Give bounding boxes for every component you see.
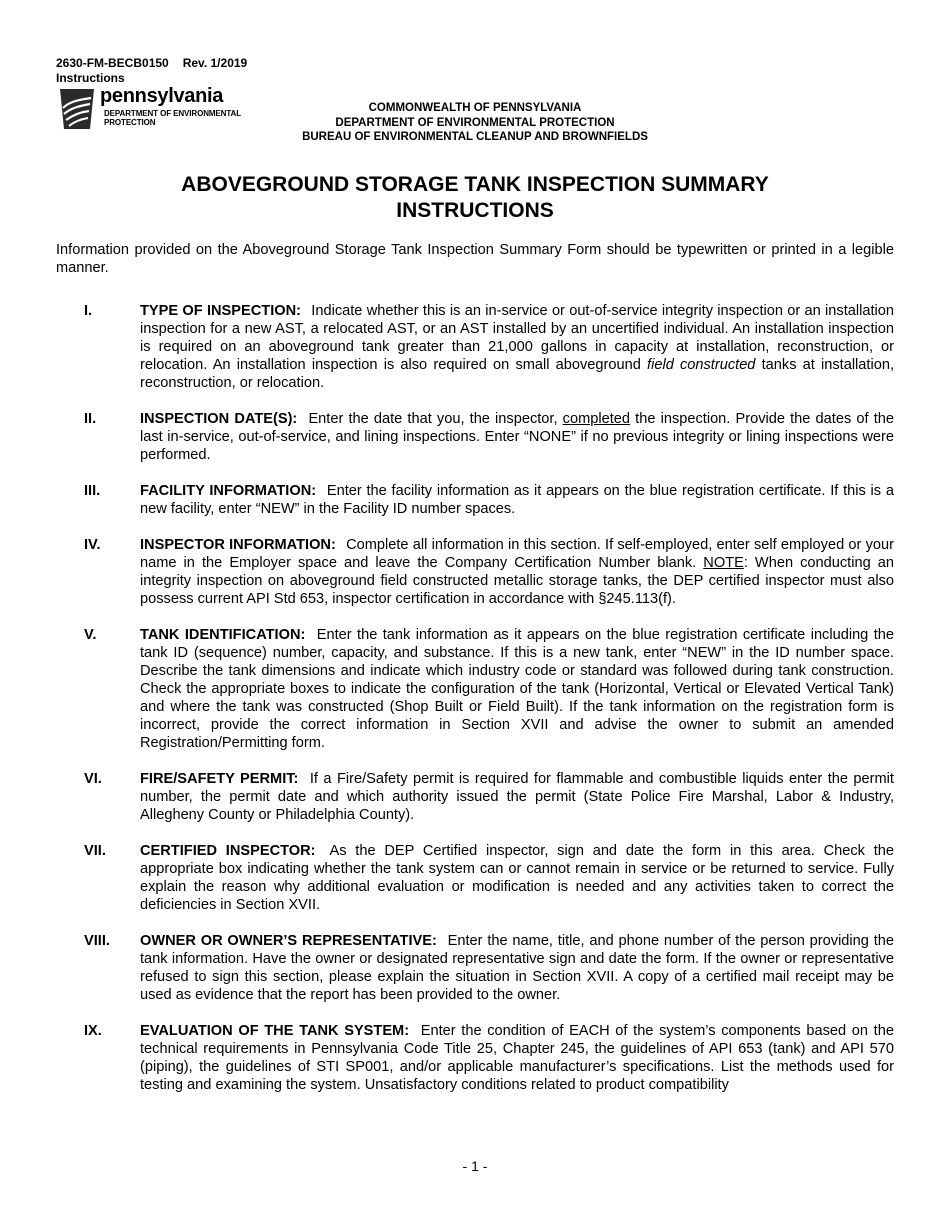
section-number: I. xyxy=(84,303,93,319)
section-text: Enter the condition of EACH of the system’s components based on the technical requirements in Pennsylvania Code Title 25, Chapter 245, the guidelines of API 653 (tank) and API 570 (piping), the guidelines of STI SP001, and/or applicable manufacturer’s specifications. List the methods used for testing and examining the system. Unsatisfactory conditions related to product compatibility xyxy=(140,1023,894,1093)
section-heading: INSPECTOR INFORMATION: xyxy=(140,537,336,553)
logo-subtitle-line2: PROTECTION xyxy=(104,118,156,127)
section-text: Enter the facility information as it appears on the blue registration certificate. If this is a new facility, enter “NEW” in the Facility ID number spaces. xyxy=(140,483,894,517)
section-body xyxy=(140,842,894,914)
section-heading: TANK IDENTIFICATION: xyxy=(140,627,306,643)
form-number: 2630-FM-BECB0150 xyxy=(56,56,169,70)
section-number: III. xyxy=(84,483,101,499)
section-underlined-word: completed xyxy=(562,411,631,427)
section-number: VII. xyxy=(84,843,106,859)
section-body xyxy=(140,302,894,392)
section-certified-inspector xyxy=(0,842,950,914)
section-heading: OWNER OR OWNER’S REPRESENTATIVE: xyxy=(140,933,437,949)
section-tank-identification xyxy=(0,626,950,752)
section-text: Indicate whether this is an in-service or out-of-service integrity inspection or an installation inspection for a new AST, a relocated AST, or an AST installed by an uncertified individual. An installation inspection is required on an aboveground tank greater than 21,000 gallons in capacity at installation, reconstruction, or relocation. An installation inspection is also required on small aboveground xyxy=(140,303,894,373)
section-facility-information xyxy=(0,482,950,518)
section-heading: CERTIFIED INSPECTOR: xyxy=(140,843,316,859)
section-heading: TYPE OF INSPECTION: xyxy=(140,303,301,319)
agency-line3: BUREAU OF ENVIRONMENTAL CLEANUP AND BROWNFIELDS xyxy=(302,131,648,143)
section-heading: FACILITY INFORMATION: xyxy=(140,483,317,499)
intro-paragraph: Information provided on the Aboveground Storage Tank Inspection Summary Form should be typewritten or printed in a legible manner. xyxy=(56,242,894,276)
section-text: Enter the date that you, the inspector, xyxy=(308,411,558,427)
logo-subtitle xyxy=(104,109,241,127)
section-number: VIII. xyxy=(84,933,110,949)
form-revision: Rev. 1/2019 xyxy=(182,56,248,70)
section-text: If a Fire/Safety permit is required for flammable and combustible liquids enter the permit number, the permit date and which authority issued the permit (State Police Fire Marshal, Labor & Industry, Allegheny County or Philadelphia County). xyxy=(140,771,894,823)
logo-wordmark: pennsylvania xyxy=(100,85,224,107)
agency-line1: COMMONWEALTH OF PENNSYLVANIA xyxy=(368,102,582,114)
section-heading: INSPECTION DATE(S): xyxy=(140,411,298,427)
section-emphasis: field constructed xyxy=(647,357,756,373)
logo-subtitle-line1: DEPARTMENT OF ENVIRONMENTAL xyxy=(104,109,241,118)
section-text: the inspection. Provide the dates of the last in-service, out-of-service, and lining inspections. Enter “NONE” if no previous integrity or lining inspections were performed. xyxy=(140,411,894,463)
section-inspector-information xyxy=(0,536,950,608)
section-number: II. xyxy=(84,411,97,427)
section-body xyxy=(140,770,894,824)
section-heading: FIRE/SAFETY PERMIT: xyxy=(140,771,299,787)
section-fire-safety-permit xyxy=(0,770,950,824)
section-heading: EVALUATION OF THE TANK SYSTEM: xyxy=(140,1023,410,1039)
section-body xyxy=(140,536,894,608)
section-evaluation-tank-system xyxy=(0,1022,950,1094)
section-body xyxy=(140,932,894,1004)
section-body xyxy=(140,626,894,752)
section-text: Complete all information in this section. If self-employed, enter self employed or your name in the Employer space and leave the Company Certification Number blank. xyxy=(140,537,894,571)
page-number: - 1 - xyxy=(462,1158,488,1174)
section-number: IX. xyxy=(84,1023,102,1039)
document-type: Instructions xyxy=(56,71,125,85)
agency-line2: DEPARTMENT OF ENVIRONMENTAL PROTECTION xyxy=(335,116,615,129)
section-text: As the DEP Certified inspector, sign and date the form in this area. Check the appropriate box indicating whether the tank system can or cannot remain in service or be returned to service. Fully explain the reason why additional evaluation or modification is needed and any activities taken to correct the deficiencies in Section XVII. xyxy=(140,843,895,913)
section-text: Enter the name, title, and phone number of the person providing the tank information. Have the owner or designated representative sign and date the form. If the owner or representative refused to sign this section, please explain the situation in Section XVII. A copy of a certified mail receipt may be used as evidence that the report has been provided to the owner. xyxy=(140,933,894,1003)
pa-dep-logo xyxy=(57,85,257,132)
title-line2: INSTRUCTIONS xyxy=(396,199,554,222)
section-text: tanks at installation, reconstruction, or relocation. xyxy=(140,357,894,391)
section-number: IV. xyxy=(84,537,101,553)
section-text: : When conducting an integrity inspection on aboveground field constructed metallic storage tanks, the DEP certified inspector must also possess current API Std 653, inspector certification in accordance with §245.113(f). xyxy=(140,555,894,607)
title-line1: ABOVEGROUND STORAGE TANK INSPECTION SUMMARY xyxy=(181,173,769,196)
note-label: NOTE xyxy=(703,555,744,571)
section-body xyxy=(140,482,894,518)
section-inspection-dates xyxy=(0,410,950,464)
section-number: V. xyxy=(84,627,97,643)
section-body xyxy=(140,410,894,464)
section-owner-representative xyxy=(0,932,950,1004)
section-text: Enter the tank information as it appears on the blue registration certificate including the tank ID (sequence) number, capacity, and substance. If this is a new tank, enter “NEW” in the ID number space. Describe the tank dimensions and indicate which industry code or standard was followed during tank construction. Check the appropriate boxes to indicate the configuration of the tank (Horizontal, Vertical or Elevated Vertical Tank) and where the tank was constructed (Shop Built or Field Built). If the tank information on the registration form is incorrect, provide the correct information in Section XVII and advise the owner to submit an amended Registration/Permitting form. xyxy=(140,627,894,751)
section-number: VI. xyxy=(84,771,102,787)
section-body xyxy=(140,1022,894,1094)
agency-heading xyxy=(270,101,680,145)
keystone-logo-icon xyxy=(57,88,97,130)
instruction-sections xyxy=(0,302,950,1112)
form-identifier xyxy=(56,56,247,86)
document-title xyxy=(100,172,850,224)
section-type-of-inspection xyxy=(0,302,950,392)
